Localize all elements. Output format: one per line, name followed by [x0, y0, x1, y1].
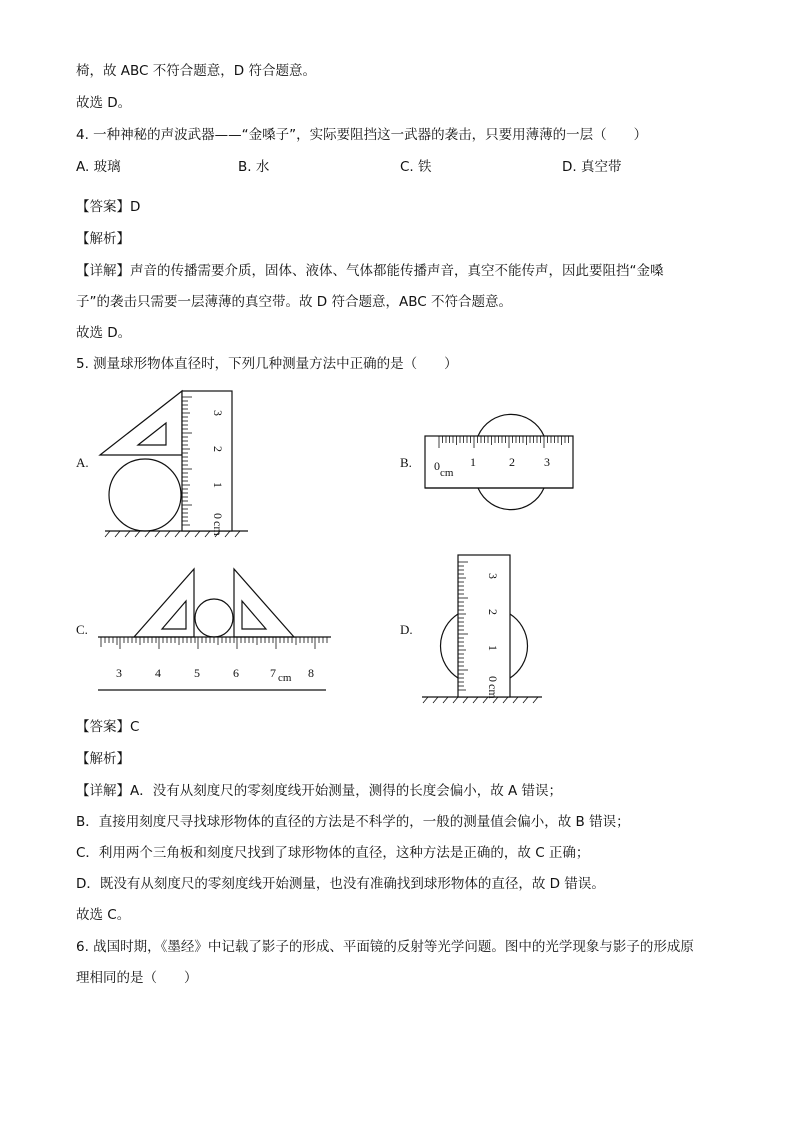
detail-text: D．既没有从刻度尺的零刻度线开始测量，也没有准确找到球形物体的直径，故 D 错误。: [76, 876, 605, 892]
ruler-unit-label: cm: [211, 521, 225, 536]
detail-text: B．直接用刻度尺寻找球形物体的直径的方法是不科学的，一般的测量值会偏小，故 B 错误；: [76, 814, 630, 830]
detail-text: C．利用两个三角板和刻度尺找到了球形物体的直径，这种方法是正确的，故 C 正确；: [76, 845, 590, 861]
question-6: 6. 战国时期，《墨经》中记载了影子的形成、平面镜的反射等光学问题。图中的光学现象与影子的形成原: [76, 939, 694, 955]
q4-option-d: D. 真空带: [562, 159, 622, 175]
ruler-tick-label: 2: [509, 455, 515, 469]
ruler-tick-label: 0: [486, 676, 500, 682]
ruler-unit-label: cm: [440, 467, 454, 479]
ruler-tick-label: 1: [211, 482, 225, 488]
detail-text: 【详解】A．没有从刻度尺的零刻度线开始测量，测得的长度会偏小，故 A 错误；: [76, 783, 563, 799]
ruler-tick-label: 4: [155, 666, 161, 680]
text-line: 椅，故 ABC 不符合题意，D 符合题意。: [76, 63, 316, 79]
q4-option-a: A. 玻璃: [76, 159, 121, 175]
figure-a-diagram: [100, 383, 250, 543]
ruler-tick-label: 1: [470, 455, 476, 469]
question-5: 5. 测量球形物体直径时，下列几种测量方法中正确的是（ ）: [76, 356, 458, 372]
ruler-unit-label: cm: [278, 672, 292, 684]
ruler-tick-label: 3: [211, 410, 225, 416]
figure-d-label: D.: [400, 622, 413, 637]
analysis-label: 【解析】: [76, 231, 130, 247]
q4-option-c: C. 铁: [400, 159, 432, 175]
analysis-label: 【解析】: [76, 751, 130, 767]
figure-c-label: C.: [76, 622, 88, 637]
ruler-tick-label: 8: [308, 666, 314, 680]
ruler-tick-label: 6: [233, 666, 239, 680]
ruler-tick-label: 3: [116, 666, 122, 680]
text-line: 故选 D。: [76, 95, 132, 111]
answer-label: 【答案】D: [76, 199, 141, 215]
ruler-tick-label: 2: [486, 609, 500, 615]
question-6-cont: 理相同的是（ ）: [76, 970, 198, 986]
question-4: 4. 一种神秘的声波武器——“金嗓子”，实际要阻挡这一武器的袭击，只要用薄薄的一层（ ）: [76, 127, 648, 143]
ruler-tick-label: 7: [270, 666, 276, 680]
figure-c-diagram: [98, 567, 333, 692]
ruler-tick-label: 3: [544, 455, 550, 469]
ruler-tick-label: 0: [434, 459, 440, 473]
ruler-tick-label: 3: [486, 573, 500, 579]
figure-b-diagram: [422, 428, 577, 503]
ruler-tick-label: 5: [194, 666, 200, 680]
figure-b-label: B.: [400, 455, 412, 470]
ruler-tick-label: 0: [211, 513, 225, 519]
figure-a-label: A.: [76, 455, 89, 470]
ruler-tick-label: 2: [211, 446, 225, 452]
detail-text: 子”的袭击只需要一层薄薄的真空带。故 D 符合题意，ABC 不符合题意。: [76, 294, 512, 310]
figure-d-diagram: [420, 552, 545, 712]
q4-option-b: B. 水: [238, 159, 270, 175]
answer-label: 【答案】C: [76, 719, 140, 735]
choose-text: 故选 C。: [76, 907, 131, 923]
ruler-unit-label: cm: [486, 684, 500, 699]
ruler-tick-label: 1: [486, 645, 500, 651]
choose-text: 故选 D。: [76, 325, 132, 341]
detail-text: 【详解】声音的传播需要介质，固体、液体、气体都能传播声音，真空不能传声，因此要阻挡“金嗓: [76, 263, 664, 279]
